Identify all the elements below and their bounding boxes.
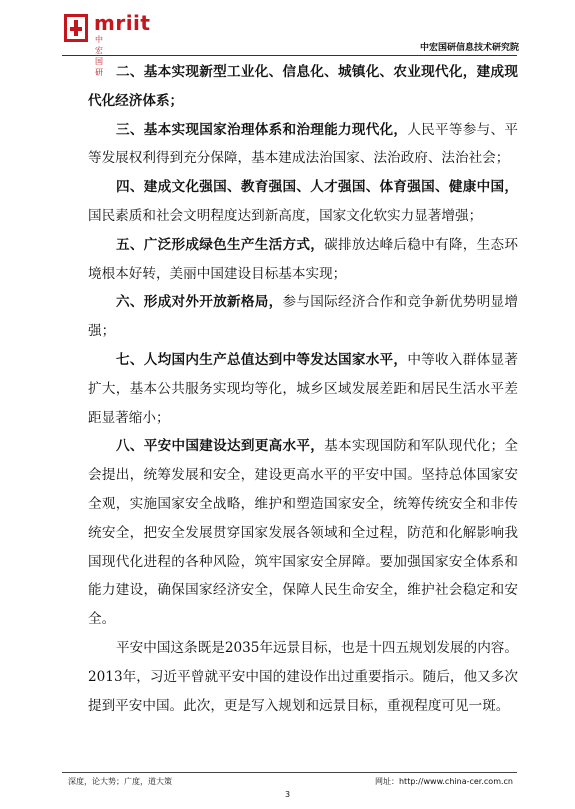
logo-subtext: 中宏国研	[95, 35, 104, 77]
paragraph-text: 中等收入群体显著扩大，基本公共服务实现均等化，城乡区域发展差距和居民生活水平差距显著缩小；	[88, 351, 519, 426]
paragraph-text: 人民平等参与、平等发展权利得到充分保障，基本建成法治国家、法治政府、法治社会；	[88, 121, 519, 167]
paragraph	[88, 231, 518, 289]
paragraph-text: 碳排放达峰后稳中有降，生态环境根本好转，美丽中国建设目标基本实现；	[88, 236, 519, 282]
paragraph	[88, 346, 518, 432]
paragraph-heading: 五、广泛形成绿色生产生活方式，	[116, 236, 325, 253]
page-number: 3	[284, 790, 291, 799]
page-header	[0, 0, 575, 77]
footer-slogan: 深度，论大势；广度，道大策	[68, 777, 172, 786]
paragraph-text: 参与国际经济合作和竞争新优势明显增强；	[88, 294, 519, 340]
header-divider	[62, 55, 517, 56]
header-org-name: 中宏国研信息技术研究院	[419, 43, 519, 53]
paragraph-text: 平安中国这条既是2035年远景目标，也是十四五规划发展的内容。2013年，习近平曾就平安中国的建设作出过重要指示。随后，他又多次提到平安中国。此次，更是写入规划和远景目标，重视程度可见一斑。	[88, 639, 518, 714]
paragraph	[88, 288, 518, 346]
footer-website: 网址：http://www.china-cer.com.cn	[374, 777, 513, 786]
logo-text: mriit	[94, 11, 151, 35]
document-body	[88, 58, 518, 720]
logo-mark-icon	[64, 14, 88, 42]
paragraph	[88, 432, 518, 634]
paragraph-heading: 八、平安中国建设达到更高水平，	[116, 438, 325, 455]
paragraph	[88, 116, 518, 174]
paragraph-text: 基本实现国防和军队现代化；全会提出，统筹发展和安全，建设更高水平的平安中国。坚持总体国家安全观，实施国家安全战略，维护和塑造国家安全，统筹传统安全和非传统安全，把安全发展贯穿国家发展各领域和全过程，防范和化解影响我国现代化进程的各种风险，筑牢国家安全屏障。要加强国家安全体系和能力建设，确保国家经济安全，保障人民生命安全，维护社会稳定和安全。	[88, 438, 519, 628]
paragraph-heading: 二、基本实现新型工业化、信息化、城镇化、农业现代化，建成现代化经济体系；	[88, 64, 518, 109]
paragraph	[88, 173, 518, 231]
paragraph-text: 国民素质和社会文明程度达到新高度，国家文化软实力显著增强；	[88, 207, 483, 224]
paragraph	[88, 58, 518, 116]
paragraph-heading: 三、基本实现国家治理体系和治理能力现代化，	[116, 121, 408, 138]
footer-divider	[62, 772, 517, 773]
paragraph-heading: 六、形成对外开放新格局，	[116, 294, 283, 311]
paragraph	[88, 634, 518, 720]
paragraph-heading: 七、人均国内生产总值达到中等发达国家水平，	[116, 351, 408, 368]
paragraph-heading: 四、建成文化强国、教育强国、人才强国、体育强国、健康中国，	[116, 179, 518, 196]
